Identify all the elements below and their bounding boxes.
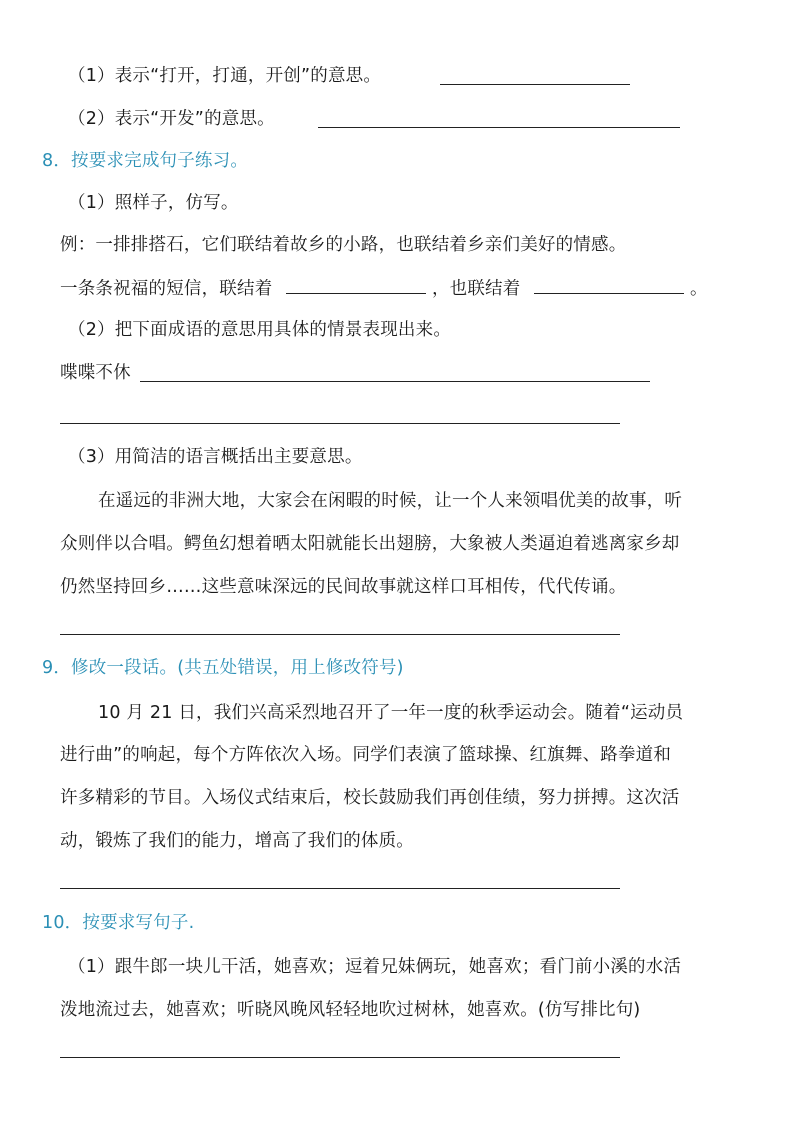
passage-line: 众则伴以合唱。鳄鱼幻想着晒太阳就能长出翅膀，大象被人类逼迫着逃离家乡却 (60, 534, 680, 554)
q8-sub-2: （2）把下面成语的意思用具体的情景表现出来。 (68, 320, 452, 340)
answer-line[interactable] (440, 84, 630, 85)
answer-line[interactable] (60, 888, 620, 889)
q7-item-1 (68, 64, 381, 88)
question-title: 9．修改一段话。(共五处错误，用上修改符号) (42, 658, 404, 678)
answer-line[interactable] (60, 634, 620, 635)
passage-line: 泼地流过去，她喜欢；听晓风晚风轻轻地吹过树林，她喜欢。(仿写排比句) (60, 1000, 641, 1020)
q7-item-1-text: （1）表示“打开，打通，开创”的意思。 (68, 66, 382, 86)
answer-line[interactable] (140, 381, 650, 382)
question-title: 8．按要求完成句子练习。 (42, 151, 249, 171)
answer-line[interactable] (318, 127, 680, 128)
passage-line: 进行曲”的响起，每个方阵依次入场。同学们表演了篮球操、红旗舞、路拳道和 (60, 745, 672, 765)
passage-line: 10 月 21 日，我们兴高采烈地召开了一年一度的秋季运动会。随着“运动员 (98, 703, 684, 723)
q8-sub-1: （1）照样子，仿写。 (68, 193, 239, 213)
passage-line: 动，锻炼了我们的能力，增高了我们的体质。 (60, 831, 414, 851)
question-title: 10．按要求写句子. (42, 913, 195, 933)
q8-sub-3: （3）用简洁的语言概括出主要意思。 (68, 447, 363, 467)
q8-idiom (60, 361, 131, 385)
passage-line: 在遥远的非洲大地，大家会在闲暇的时候，让一个人来领唱优美的故事，听 (98, 491, 683, 511)
answer-line[interactable] (60, 1057, 620, 1058)
fill-text-b: ，也联结着 (431, 279, 521, 299)
fill-text-a: 一条条祝福的短信，联结着 (60, 279, 273, 299)
q7-item-2 (68, 107, 275, 131)
passage-line: （1）跟牛郎一块儿干活，她喜欢；逗着兄妹俩玩，她喜欢；看门前小溪的水活 (68, 957, 682, 977)
q7-item-2-text: （2）表示“开发”的意思。 (68, 109, 275, 129)
fill-text-end: 。 (689, 279, 708, 299)
idiom-text: 喋喋不休 (60, 363, 131, 383)
q8-example: 例：一排排搭石，它们联结着故乡的小路，也联结着乡亲们美好的情感。 (60, 235, 627, 255)
fill-blank-2[interactable] (534, 275, 684, 294)
fill-blank-1[interactable] (286, 275, 426, 294)
q8-fill-sentence (60, 275, 708, 301)
passage-line: 许多精彩的节目。入场仪式结束后，校长鼓励我们再创佳绩，努力拼搏。这次活 (60, 788, 680, 808)
answer-line[interactable] (60, 423, 620, 424)
passage-line: 仍然坚持回乡……这些意味深远的民间故事就这样口耳相传，代代传诵。 (60, 577, 627, 597)
